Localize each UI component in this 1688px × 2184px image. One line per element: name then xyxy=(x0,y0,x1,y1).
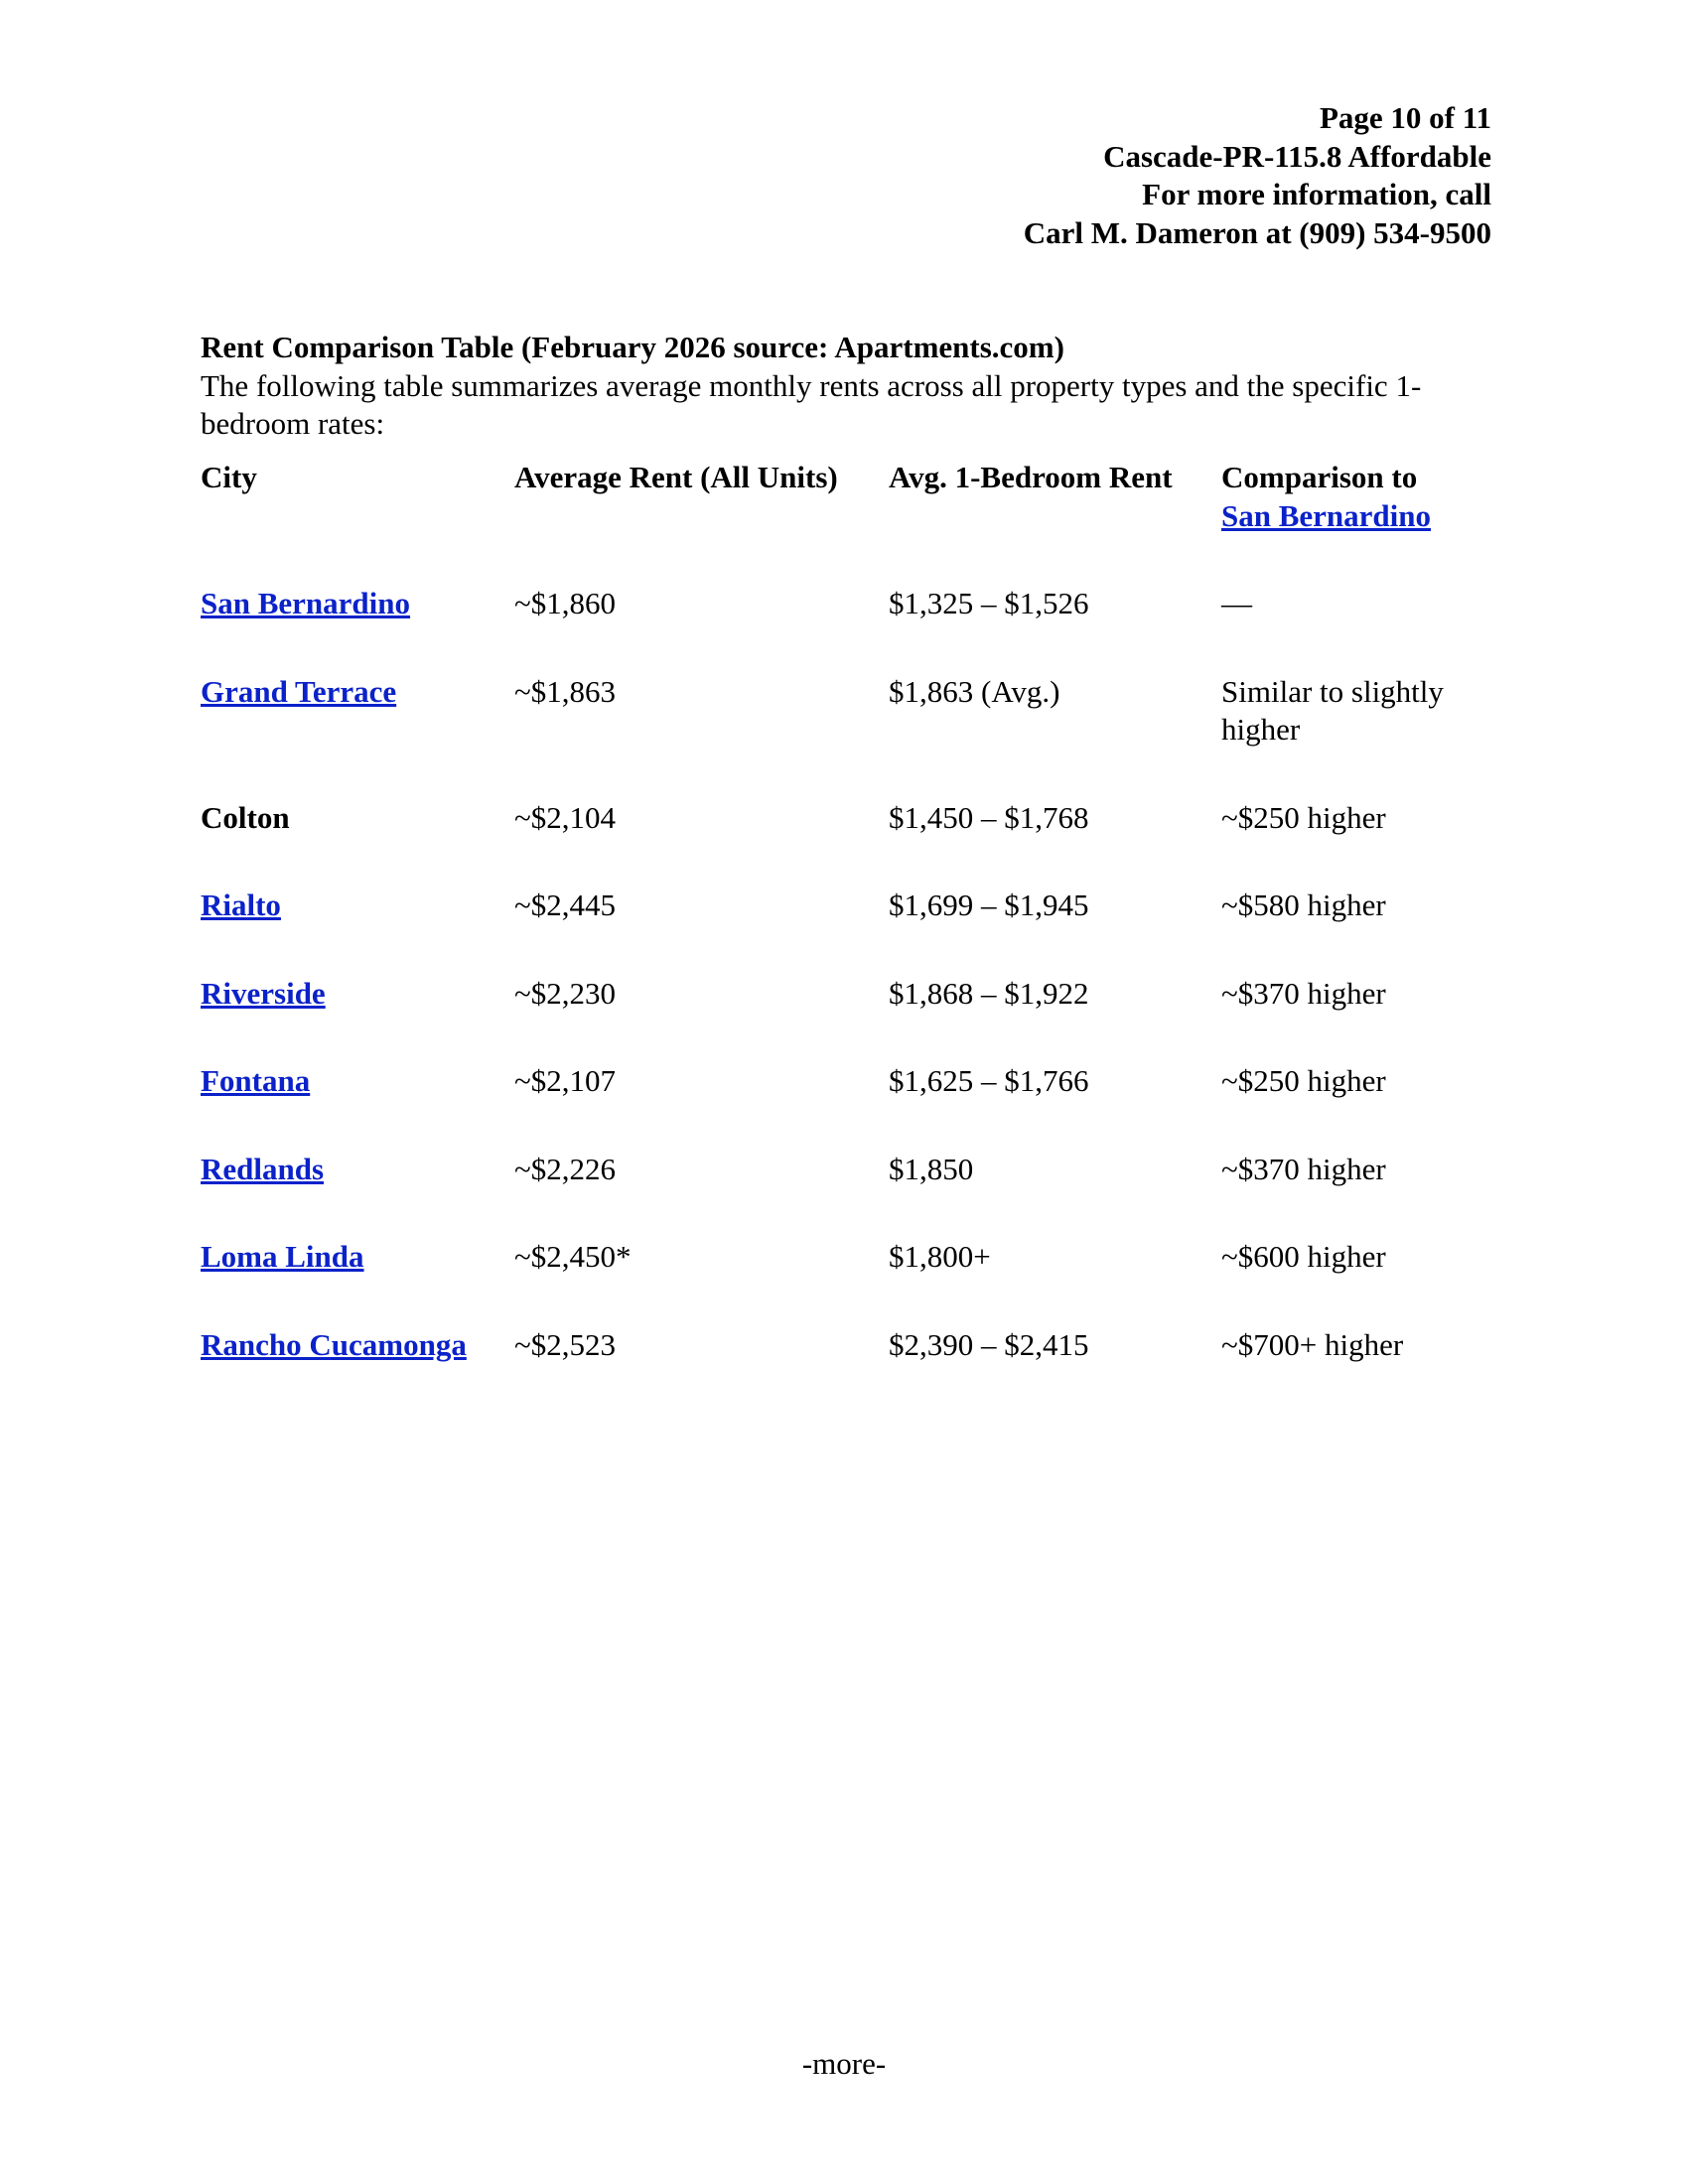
avg-rent-cell: ~$1,863 xyxy=(514,673,617,709)
city-link-redlands[interactable]: Redlands xyxy=(201,1151,325,1186)
header-one-bedroom-rent: Avg. 1-Bedroom Rent xyxy=(889,460,1173,494)
city-link-rancho-cucamonga[interactable]: Rancho Cucamonga xyxy=(201,1326,467,1362)
comparison-cell: ~$250 higher xyxy=(1221,1063,1386,1098)
city-link-san-bernardino[interactable]: San Bernardino xyxy=(201,586,411,620)
header-city: City xyxy=(201,460,257,494)
city-link-fontana[interactable]: Fontana xyxy=(201,1063,311,1098)
one-bedroom-cell: $2,390 – $2,415 xyxy=(889,1326,1089,1362)
table-row xyxy=(201,673,1491,799)
rent-comparison-table xyxy=(201,459,1491,1414)
table-title: Rent Comparison Table (February 2026 source: Apartments.com) xyxy=(201,330,1064,364)
rent-comparison-table-wrapper xyxy=(201,459,1491,1414)
table-row xyxy=(201,799,1491,887)
avg-rent-cell: ~$2,445 xyxy=(514,887,617,922)
avg-rent-cell: ~$2,230 xyxy=(514,975,617,1011)
city-name-colton: Colton xyxy=(201,799,290,835)
one-bedroom-cell: $1,850 xyxy=(889,1151,974,1186)
one-bedroom-cell: $1,325 – $1,526 xyxy=(889,586,1089,620)
comparison-cell: ~$580 higher xyxy=(1221,887,1386,922)
comparison-cell: ~$370 higher xyxy=(1221,1151,1386,1186)
avg-rent-cell: ~$2,107 xyxy=(514,1063,617,1098)
table-row xyxy=(201,1062,1491,1151)
release-id: Cascade-PR-115.8 Affordable xyxy=(1103,138,1491,174)
contact-line: Carl M. Dameron at (909) 534-9500 xyxy=(1023,214,1491,250)
info-line: For more information, call xyxy=(1142,177,1491,211)
header-comparison-label: Comparison to xyxy=(1221,460,1418,494)
comparison-cell: — xyxy=(1221,586,1252,620)
one-bedroom-cell: $1,625 – $1,766 xyxy=(889,1063,1089,1098)
table-header-row xyxy=(201,459,1491,585)
intro-text: The following table summarizes average monthly rents across all property types and the specific 1-bedroom rates: xyxy=(201,367,1422,441)
city-link-riverside[interactable]: Riverside xyxy=(201,975,326,1011)
page-footer-more: -more- xyxy=(801,2046,887,2081)
one-bedroom-cell: $1,450 – $1,768 xyxy=(889,799,1089,835)
avg-rent-cell: ~$2,226 xyxy=(514,1151,617,1186)
comparison-cell: ~$250 higher xyxy=(1221,799,1386,835)
table-row xyxy=(201,1238,1491,1326)
intro-section xyxy=(201,329,1491,444)
table-row xyxy=(201,1151,1491,1239)
city-link-loma-linda[interactable]: Loma Linda xyxy=(201,1239,364,1274)
header-comparison-link[interactable]: San Bernardino xyxy=(1221,497,1432,533)
one-bedroom-cell: $1,863 (Avg.) xyxy=(889,673,1060,709)
one-bedroom-cell: $1,868 – $1,922 xyxy=(889,975,1089,1011)
comparison-cell: ~$370 higher xyxy=(1221,975,1386,1011)
table-row xyxy=(201,585,1491,673)
header-comparison xyxy=(1221,459,1491,585)
avg-rent-cell: ~$2,104 xyxy=(514,799,617,835)
page-number: Page 10 of 11 xyxy=(1319,100,1491,135)
table-row xyxy=(201,887,1491,975)
header-average-rent: Average Rent (All Units) xyxy=(514,460,838,494)
avg-rent-cell: ~$1,860 xyxy=(514,586,617,620)
city-link-grand-terrace[interactable]: Grand Terrace xyxy=(201,673,397,709)
comparison-cell: ~$700+ higher xyxy=(1221,1326,1404,1362)
one-bedroom-cell: $1,699 – $1,945 xyxy=(889,887,1089,922)
comparison-cell: Similar to slightly higher xyxy=(1221,673,1444,747)
table-row xyxy=(201,975,1491,1063)
city-link-rialto[interactable]: Rialto xyxy=(201,887,281,922)
page-header xyxy=(1024,99,1491,252)
one-bedroom-cell: $1,800+ xyxy=(889,1239,991,1274)
table-row xyxy=(201,1326,1491,1415)
avg-rent-cell: ~$2,450* xyxy=(514,1239,632,1274)
comparison-cell: ~$600 higher xyxy=(1221,1239,1386,1274)
avg-rent-cell: ~$2,523 xyxy=(514,1326,617,1362)
